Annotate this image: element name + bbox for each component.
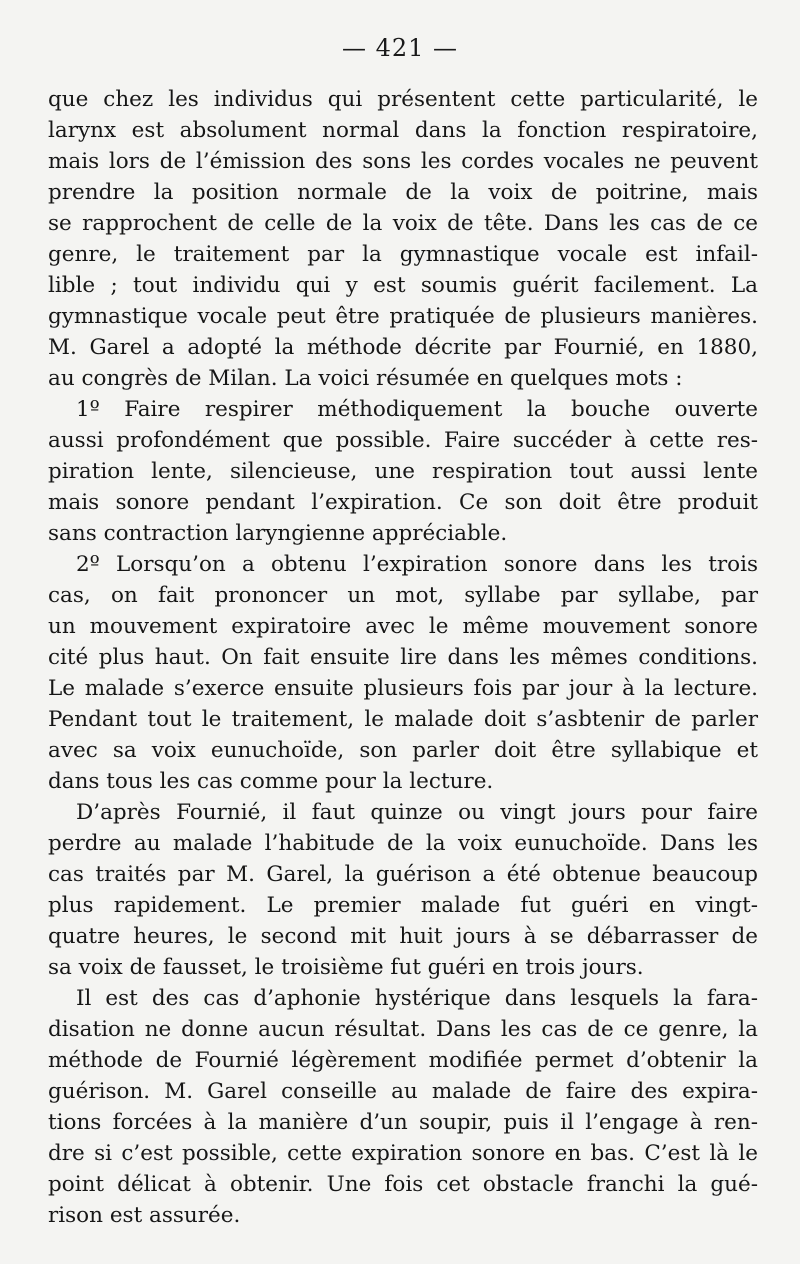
text-line: sa voix de fausset, le troisième fut guéri en trois jours.	[48, 955, 644, 980]
text-line: guérison. M. Garel conseille au malade de faire des expira-	[48, 1079, 758, 1104]
text-line: méthode de Fournié légèrement modifiée permet d’obtenir la	[48, 1048, 758, 1073]
text-line: disation ne donne aucun résultat. Dans les cas de ce genre, la	[48, 1017, 758, 1042]
text-line: Pendant tout le traitement, le malade doit s’asbtenir de parler	[48, 707, 758, 732]
text-line: cas traités par M. Garel, la guérison a été obtenue beaucoup	[48, 862, 758, 887]
text-line: se rapprochent de celle de la voix de tête. Dans les cas de ce	[48, 211, 758, 236]
text-line: point délicat à obtenir. Une fois cet obstacle franchi la gué-	[48, 1172, 758, 1197]
text-line: 1º Faire respirer méthodiquement la bouche ouverte	[76, 397, 758, 422]
text-line: M. Garel a adopté la méthode décrite par Fournié, en 1880,	[48, 335, 758, 360]
text-line: genre, le traitement par la gymnastique vocale est infail-	[48, 242, 758, 267]
text-line: dre si c’est possible, cette expiration sonore en bas. C’est là le	[48, 1141, 758, 1166]
text-line: dans tous les cas comme pour la lecture.	[48, 769, 494, 794]
text-line: prendre la position normale de la voix de poitrine, mais	[48, 180, 758, 205]
text-line: rison est assurée.	[48, 1203, 241, 1228]
text-line: 2º Lorsqu’on a obtenu l’expiration sonore dans les trois	[76, 552, 758, 577]
text-line: piration lente, silencieuse, une respiration tout aussi lente	[48, 459, 758, 484]
text-line: D’après Fournié, il faut quinze ou vingt jours pour faire	[76, 800, 758, 825]
paragraph	[48, 394, 758, 549]
text-line: au congrès de Milan. La voici résumée en quelques mots :	[48, 366, 683, 391]
text-line: que chez les individus qui présentent cette particularité, le	[48, 87, 758, 112]
text-line: cité plus haut. On fait ensuite lire dans les mêmes conditions.	[48, 645, 758, 670]
paragraph	[48, 983, 758, 1231]
text-line: cas, on fait prononcer un mot, syllabe par syllabe, par	[48, 583, 758, 608]
text-line: mais lors de l’émission des sons les cordes vocales ne peuvent	[48, 149, 758, 174]
text-line: aussi profondément que possible. Faire succéder à cette res-	[48, 428, 758, 453]
text-line: plus rapidement. Le premier malade fut guéri en vingt-	[48, 893, 758, 918]
text-line: larynx est absolument normal dans la fonction respiratoire,	[48, 118, 758, 143]
text-line: sans contraction laryngienne appréciable.	[48, 521, 508, 546]
text-line: avec sa voix eunuchoïde, son parler doit être syllabique et	[48, 738, 758, 763]
text-line: tions forcées à la manière d’un soupir, puis il l’engage à ren-	[48, 1110, 758, 1135]
body-text	[48, 84, 758, 1231]
text-line: lible ; tout individu qui y est soumis guérit facilement. La	[48, 273, 758, 298]
text-line: Le malade s’exerce ensuite plusieurs fois par jour à la lecture.	[48, 676, 758, 701]
page-number: — 421 —	[341, 34, 459, 62]
text-line: quatre heures, le second mit huit jours à se débarrasser de	[48, 924, 758, 949]
text-line: gymnastique vocale peut être pratiquée de plusieurs manières.	[48, 304, 758, 329]
paragraph	[48, 549, 758, 797]
text-line: un mouvement expiratoire avec le même mouvement sonore	[48, 614, 758, 639]
text-line: Il est des cas d’aphonie hystérique dans lesquels la fara-	[76, 986, 758, 1011]
text-line: perdre au malade l’habitude de la voix eunuchoïde. Dans les	[48, 831, 758, 856]
text-line: mais sonore pendant l’expiration. Ce son doit être produit	[48, 490, 758, 515]
paragraph	[48, 84, 758, 394]
paragraph	[48, 797, 758, 983]
